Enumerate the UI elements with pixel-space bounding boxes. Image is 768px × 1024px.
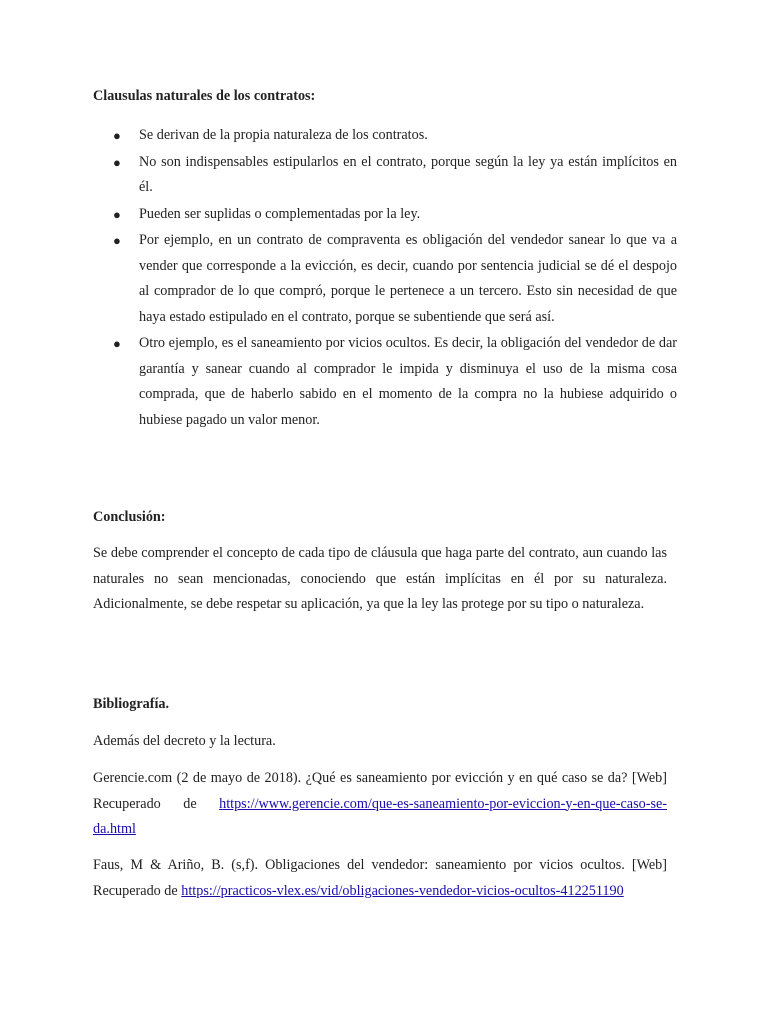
list-item	[93, 228, 677, 330]
bullet-icon: ●	[113, 128, 121, 143]
list-item-text: Otro ejemplo, es el saneamiento por vicios ocultos. Es decir, la obligación del vendedor de dar garantía y sanear cuando al comprador le impida y disminuya el uso de la misma cosa comprada, que de haberlo sabido en el momento de la compra no la hubiese adquirido o hubiese pagado un valor menor.	[139, 335, 677, 428]
bullet-icon: ●	[113, 233, 121, 248]
conclusion-heading: Conclusión:	[93, 509, 166, 525]
bibliography-heading: Bibliografía.	[93, 696, 170, 712]
reference-text: Gerencie.com (2 de mayo de 2018). ¿Qué es saneamiento por evicción y en qué caso se da? [Web] Recuperado de	[93, 770, 667, 812]
list-item-text: No son indispensables estipularlos en el contrato, porque según la ley ya están implícitos en él.	[139, 153, 677, 195]
reference-link[interactable]: https://www.gerencie.com/que-es-saneamiento-por-eviccion-y-en-que-caso-se-da.html	[93, 795, 667, 837]
section-heading-natural-clauses: Clausulas naturales de los contratos:	[93, 88, 316, 104]
bibliography-reference	[93, 853, 667, 904]
bullet-icon: ●	[113, 154, 121, 170]
list-item	[93, 331, 677, 433]
list-item	[93, 150, 677, 201]
bullet-icon: ●	[113, 206, 121, 222]
conclusion-paragraph: Se debe comprender el concepto de cada tipo de cláusula que haga parte del contrato, aun cuando las naturales no sean mencionadas, conociendo que están implícitas en él por su naturaleza. Adicionalmente, se debe respetar su aplicación, ya que la ley las protege por su tipo o naturaleza.	[93, 545, 667, 612]
list-item	[93, 123, 677, 149]
reference-link[interactable]: https://practicos-vlex.es/vid/obligaciones-vendedor-vicios-ocultos-412251190	[181, 882, 624, 899]
list-item	[93, 202, 677, 228]
bullet-list	[93, 123, 677, 434]
list-item-text: Pueden ser suplidas o complementadas por la ley.	[139, 205, 421, 222]
bullet-icon: ●	[113, 336, 121, 351]
list-item-text: Se derivan de la propia naturaleza de los contratos.	[139, 127, 428, 143]
reference-text: Faus, M & Ariño, B. (s,f). Obligaciones del vendedor: saneamiento por vicios ocultos. [Web] Recuperado de	[93, 857, 667, 899]
list-item-text: Por ejemplo, en un contrato de compraventa es obligación del vendedor sanear lo que va a vender que corresponde a la evicción, es decir, cuando por sentencia judicial se dé el despojo al comprador de lo que compró, porque le pertenece a un tercero. Esto sin necesidad de que haya estado estipulado en el contrato, porque se subentiende que será así.	[139, 232, 677, 325]
bibliography-reference	[93, 766, 667, 843]
bibliography-intro: Además del decreto y la lectura.	[93, 733, 276, 749]
